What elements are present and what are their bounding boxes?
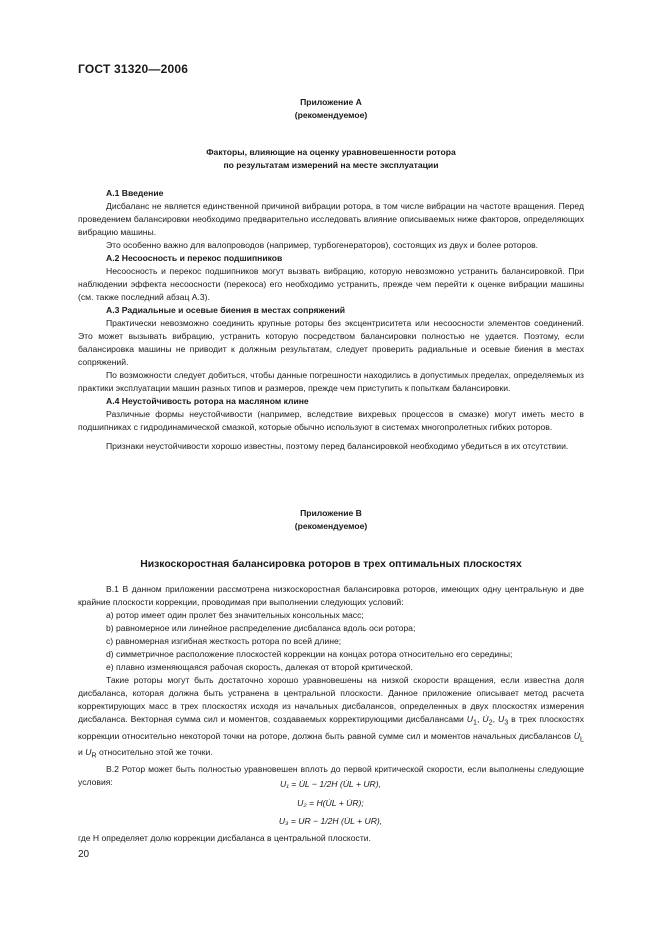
appendix-a-title: Приложение А: [300, 97, 362, 107]
appendix-b-subtitle: (рекомендуемое): [294, 521, 368, 531]
formula-u2: U₂ = H(U̇L + U̇R);: [297, 798, 364, 808]
where-line: [78, 832, 584, 845]
list-item: e) плавно изменяющаяся рабочая скорость, далекая от второй критической.: [106, 662, 413, 672]
section-a3-paragraph-1: Практически невозможно соединить крупные роторы без эксцентриситета или несоосности элементов соединений. Это может вызывать вибрацию, устранить которую посредством балансировки полностью не удается. Поэтому, если балансировка машины не приводит к должным результатам, следует проверить радиальные и осевые биения в местах сопряжений.: [78, 318, 584, 367]
section-a1-paragraph-2: Это особенно важно для валопроводов (например, турбогенераторов), состоящих из двух и более роторов.: [106, 240, 539, 250]
section-a3-paragraph-2: По возможности следует добиться, чтобы данные погрешности находились в допустимых пределах, определяемых из практики эксплуатации машин разных типов и размеров, прежде чем приступить к попыткам балансировки.: [78, 370, 584, 393]
page-number: 20: [78, 849, 90, 860]
section-b2-paragraph-1: В.2 Ротор может быть полностью уравновешен вплоть до первой критической скорости, если выполнены следующие условия:: [78, 764, 584, 788]
appendix-a-heading-line1: Факторы, влияющие на оценку уравновешенности ротора: [206, 147, 456, 157]
section-a2-paragraph-1: Несоосность и перекос подшипников могут вызвать вибрацию, которую невозможно устранить балансировкой. При наблюдении эффекта несоосности (перекоса) его необходимо устранить, прежде чем перейти к оценке вибрации машины (см. также последний абзац А.3).: [78, 266, 584, 302]
section-a4-title: А.4 Неустойчивость ротора на масляном клине: [106, 396, 309, 406]
list-item: а) ротор имеет один пролет без значительных консольных масс;: [106, 610, 364, 620]
conditions-list: [78, 609, 584, 674]
section-a1-title: А.1 Введение: [106, 188, 164, 198]
section-b1-paragraph-1: В.1 В данном приложении рассмотрена низкоскоростная балансировка роторов, имеющих одну центральную и две крайние плоскости коррекции, проводимая при выполнении следующих условий:: [78, 584, 584, 607]
appendix-a-heading-line2: по результатам измерений на месте эксплуатации: [223, 160, 439, 170]
appendix-b-body: [78, 583, 584, 789]
formula-u1: U₁ = U̇L − 1/2H (U̇L + UR),: [279, 779, 382, 789]
section-a4-paragraph-1: Различные формы неустойчивости (например, вследствие вихревых процессов в смазке) могут иметь место в подшипниках с гидродинамической смазкой, которые обычно используют в системах многопролетных гибких роторов.: [78, 409, 584, 432]
appendix-a-subtitle: (рекомендуемое): [294, 110, 368, 120]
section-a2-title: А.2 Несоосность и перекос подшипников: [106, 253, 283, 263]
formula-u3: U₃ = UR − 1/2H (U̇L + UR),: [278, 816, 383, 826]
where-text: где H определяет долю коррекции дисбаланса в центральной плоскости.: [78, 833, 371, 843]
document-header: ГОСТ 31320—2006: [78, 62, 189, 76]
section-a3-title: А.3 Радиальные и осевые биения в местах сопряжений: [106, 305, 346, 315]
section-a4-paragraph-2: Признаки неустойчивости хорошо известны, поэтому перед балансировкой необходимо убедиться в их отсутствии.: [106, 441, 569, 451]
section-a1-paragraph-1: Дисбаланс не является единственной причиной вибрации ротора, в том числе вибрации на частоте вращения. Перед проведением балансировки необходимо предварительно исследовать влияние описываемых ниже факторов, определяющих вибрацию машины.: [78, 201, 584, 237]
appendix-b-heading: Низкоскоростная балансировка роторов в трех оптимальных плоскостях: [140, 559, 522, 570]
appendix-a-body: [78, 187, 584, 453]
list-item: c) равномерная изгибная жесткость ротора по всей длине;: [106, 636, 342, 646]
list-item: b) равномерное или линейное распределение дисбаланса вдоль оси ротора;: [106, 623, 416, 633]
list-item: d) симметричное расположение плоскостей коррекции на концах ротора относительно его середины;: [106, 649, 513, 659]
appendix-b-title: Приложение В: [300, 508, 362, 518]
section-b1-paragraph-2: Такие роторы могут быть достаточно хорошо уравновешены на низкой скорости вращения, если известна доля дисбаланса, которая должна быть устранена в центральной плоскости. Данное приложение описывает метод расчета корректирующих масс в трех плоскостях исходя из начальных дисбалансов, определенных в двух плоскостях измерения дисбаланса. Векторная сумма сил и моментов, создаваемых корректирующими дисбалансами $U_1$, $U̇_2$, $U_3$ в трех плоскостях коррекции относительно некоторой точки на роторе, должна быть равной сумме сил и моментов начальных дисбалансов $U̇_L$ и $U_R$ относительно этой же точки.: [78, 675, 584, 761]
